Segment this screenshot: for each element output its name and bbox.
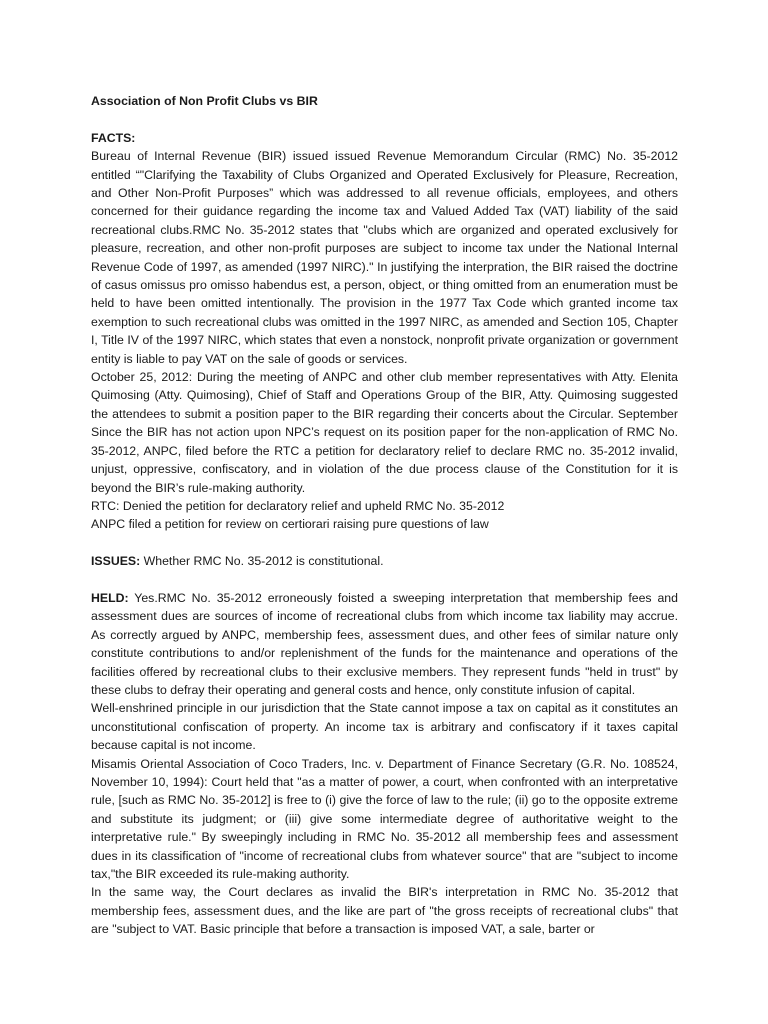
document-title: Association of Non Profit Clubs vs BIR: [91, 94, 318, 108]
held-section: [91, 589, 678, 939]
facts-heading: FACTS:: [91, 130, 136, 145]
facts-paragraph: October 25, 2012: During the meeting of ANPC and other club member representatives with Atty. Elenita Quimosing (Atty. Quimosing), Chief of Staff and Operations Group of the BIR, Atty. Quimosing suggested the attendees to submit a position paper to the BIR regarding their concerts about the Circular. September Since the BIR has not action upon NPC’s request on its position paper for the non-application of RMC No. 35-2012, ANPC, filed before the RTC a petition for declaratory relief to declare RMC no. 35-2012 invalid, unjust, oppressive, confiscatory, and in violation of the due process clause of the Constitution for it is beyond the BIR’s rule-making authority.: [91, 370, 678, 495]
held-heading: HELD:: [91, 590, 129, 605]
held-first-paragraph: [91, 589, 678, 699]
facts-paragraph: ANPC filed a petition for review on certiorari raising pure questions of law: [91, 517, 489, 532]
facts-section: [91, 129, 678, 534]
held-first-text: Yes.RMC No. 35-2012 erroneously foisted a sweeping interpretation that membership fees and assessment dues are sources of income of recreational clubs from which income tax liability may accrue. As correctly argued by ANPC, membership fees, assessment dues, and other fees of similar nature only constitute contributions to and/or replenishment of the funds for the maintenance and operations of the facilities offered by recreational clubs to their exclusive members. They represent funds "held in trust" by these clubs to defray their operating and general costs and hence, only constitute infusion of capital.: [91, 590, 678, 697]
facts-paragraph: RTC: Denied the petition for declaratory relief and upheld RMC No. 35-2012: [91, 498, 505, 513]
facts-paragraph: Bureau of Internal Revenue (BIR) issued issued Revenue Memorandum Circular (RMC) No. 35-2012 entitled “"Clarifying the Taxability of Clubs Organized and Operated Exclusively for Pleasure, Recreation, and Other Non-Profit Purposes” which was addressed to all revenue officials, employees, and others concerned for their guidance regarding the income tax and Valued Added Tax (VAT) liability of the said recreational clubs.RMC No. 35-2012 states that "clubs which are organized and operated exclusively for pleasure, recreation, and other non-profit purposes are subject to income tax under the National Internal Revenue Code of 1997, as amended (1997 NIRC)." In justifying the interpration, the BIR raised the doctrine of casus omissus pro omisso habendus est, a person, object, or thing omitted from an enumeration must be held to have been omitted intentionally. The provision in the 1977 Tax Code which granted income tax exemption to such recreational clubs was omitted in the 1997 NIRC, as amended and Section 105, Chapter I, Title IV of the 1997 NIRC, which states that even a nonstock, nonprofit private organization or government entity is liable to pay VAT on the sale of goods or services.: [91, 149, 678, 366]
issues-heading: ISSUES:: [91, 554, 141, 569]
spacer: [91, 534, 678, 552]
document-page: [91, 92, 678, 939]
issues-section: [91, 552, 678, 570]
held-paragraph: Misamis Oriental Association of Coco Traders, Inc. v. Department of Finance Secretary (G.R. No. 108524, November 10, 1994): Court held that "as a matter of power, a court, when confronted with an interpretative rule, [such as RMC No. 35-2012] is free to (i) give the force of law to the rule; (ii) go to the opposite extreme and substitute its judgment; or (iii) give some intermediate degree of authoritative weight to the interpretative rule." By sweepingly including in RMC No. 35-2012 all membership fees and assessment dues in its classification of "income of recreational clubs from whatever source" that are "subject to income tax,"the BIR exceeded its rule-making authority.: [91, 756, 678, 882]
held-paragraph: In the same way, the Court declares as invalid the BIR's interpretation in RMC No. 35-2012 that membership fees, assessment dues, and the like are part of "the gross receipts of recreational clubs" that are "subject to VAT. Basic principle that before a transaction is imposed VAT, a sale, barter or: [91, 885, 678, 937]
held-paragraph: Well-enshrined principle in our jurisdiction that the State cannot impose a tax on capital as it constitutes an unconstitutional confiscation of property. An income tax is arbitrary and confiscatory if it taxes capital because capital is not income.: [91, 701, 678, 753]
issues-text: Whether RMC No. 35-2012 is constitutional.: [140, 554, 384, 569]
spacer: [91, 571, 678, 589]
